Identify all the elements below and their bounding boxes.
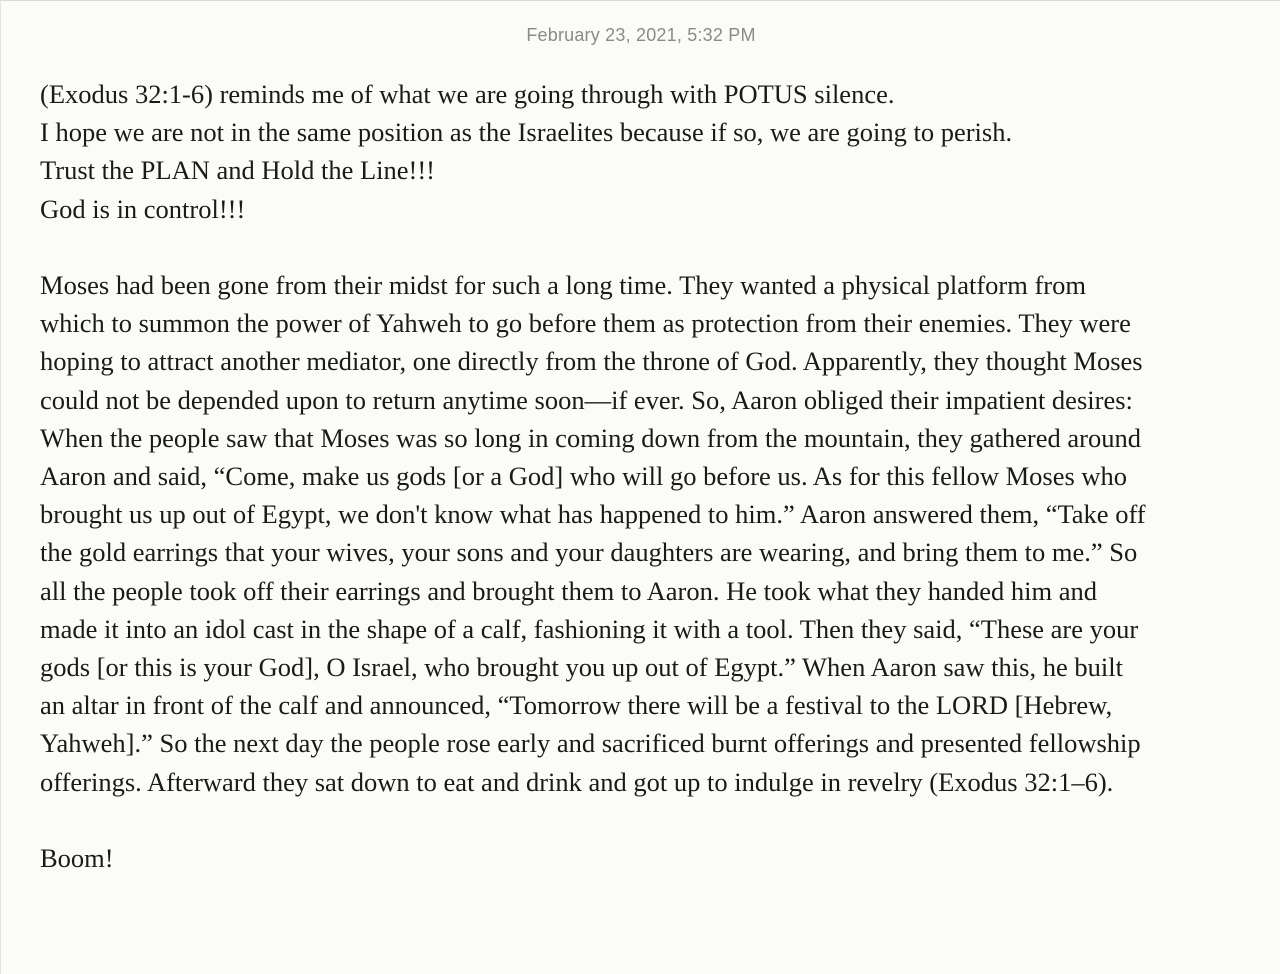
- text-line: an altar in front of the calf and announced, “Tomorrow there will be a festival to the LORD [Hebrew,: [40, 690, 1113, 721]
- closing-paragraph: [40, 839, 1270, 877]
- note-body-text[interactable]: [40, 75, 1270, 877]
- text-line: which to summon the power of Yahweh to go before them as protection from their enemies. They were: [40, 308, 1131, 339]
- text-line: Moses had been gone from their midst for such a long time. They wanted a physical platform from: [40, 270, 1086, 300]
- text-line: could not be depended upon to return anytime soon—if ever. So, Aaron obliged their impatient desires:: [40, 384, 1133, 415]
- text-line: made it into an idol cast in the shape of a calf, fashioning it with a tool. Then they said, “These are your: [40, 613, 1139, 644]
- text-line: all the people took off their earrings and brought them to Aaron. He took what they handed him and: [40, 575, 1098, 606]
- text-line: hoping to attract another mediator, one directly from the throne of God. Apparently, they thought Moses: [40, 346, 1143, 377]
- text-line: brought us up out of Egypt, we don't know what has happened to him.” Aaron answered them, “Take off: [40, 499, 1146, 530]
- text-line: gods [or this is your God], O Israel, who brought you up out of Egypt.” When Aaron saw this, he built: [40, 652, 1123, 683]
- text-line: Aaron and said, “Come, make us gods [or a God] who will go before us. As for this fellow Moses who: [40, 461, 1128, 492]
- paragraph-spacer: [40, 228, 1270, 266]
- intro-paragraph: [40, 75, 1270, 228]
- closing-line: Boom!: [40, 843, 114, 874]
- text-line: God is in control!!!: [40, 193, 246, 224]
- text-line: When the people saw that Moses was so long in coming down from the mountain, they gathered around: [40, 422, 1141, 453]
- note-timestamp: February 23, 2021, 5:32 PM: [526, 25, 756, 45]
- text-line: I hope we are not in the same position as the Israelites because if so, we are going to perish.: [40, 117, 1013, 148]
- main-paragraph: [40, 266, 1270, 801]
- paragraph-spacer: [40, 801, 1270, 839]
- text-line: Yahweh].” So the next day the people rose early and sacrificed burnt offerings and presented fellowship: [40, 728, 1141, 759]
- text-line: (Exodus 32:1-6) reminds me of what we are going through with POTUS silence.: [40, 79, 895, 109]
- text-line: offerings. Afterward they sat down to eat and drink and got up to indulge in revelry (Exodus 32:1–6).: [40, 766, 1114, 797]
- text-line: Trust the PLAN and Hold the Line!!!: [40, 155, 436, 186]
- text-line: the gold earrings that your wives, your sons and your daughters are wearing, and bring them to me.” So: [40, 537, 1138, 568]
